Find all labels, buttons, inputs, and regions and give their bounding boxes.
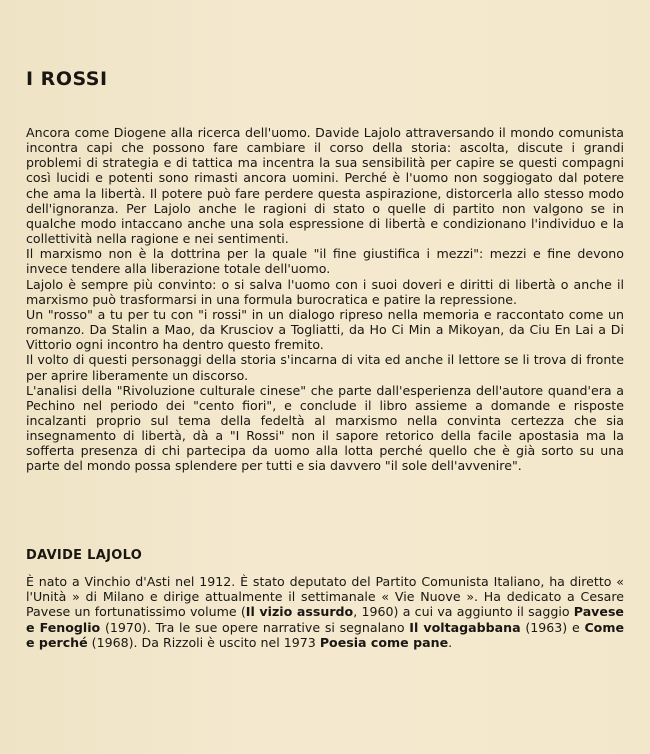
book-title: Il vizio assurdo — [245, 604, 354, 620]
author-bio — [26, 574, 624, 650]
bio-text: (1970). Tra le sue opere narrative si segnalano — [100, 619, 410, 635]
book-title: Poesia come pane — [319, 634, 449, 650]
paragraph: L'analisi della "Rivoluzione culturale cinese" che parte dall'esperienza dell'autore quand'era a Pechino nel periodo dei "cento fiori", e conclude il libro assieme a domande e risposte incalzanti proprio sul tema della fedeltà al marxismo nella convinta certezza che sia insegnamento di libertà, dà a "I Rossi" non il sapore retorico della facile apostasia ma la sofferta presenza di chi partecipa da uomo alla lotta perché quello che è già sorto su una parte del mondo possa splendere per tutti e sia davvero "il sole dell'avvenire". — [26, 382, 624, 474]
book-title: Pavese e Fenoglio — [26, 604, 624, 635]
paragraph: Il volto di questi personaggi della storia s'incarna di vita ed anche il lettore se li trova di fronte per aprire liberamente un discorso. — [26, 352, 624, 383]
paragraph: Lajolo è sempre più convinto: o si salva l'uomo con i suoi doveri e diritti di libertà o anche il marxismo può trasformarsi in una formula burocratica e patire la repressione. — [26, 276, 624, 307]
bio-text: , 1960) a cui va aggiunto il saggio — [353, 604, 574, 620]
synopsis — [26, 125, 624, 474]
book-title: Come e perché — [26, 619, 624, 650]
paragraph: Un "rosso" a tu per tu con "i rossi" in un dialogo ripreso nella memoria e raccontato come un romanzo. Da Stalin a Mao, da Krusciov a Togliatti, da Ho Ci Min a Mikoyan, da Ciu En Lai a Di Vittorio ogni incontro ha dentro questo fremito. — [26, 306, 624, 353]
bio-text: (1968). Da Rizzoli è uscito nel 1973 — [87, 634, 320, 650]
paragraph: Il marxismo non è la dottrina per la quale "il fine giustifica i mezzi": mezzi e fine devono invece tendere alla liberazione totale dell'uomo. — [26, 246, 624, 277]
author-heading: DAVIDE LAJOLO — [26, 548, 143, 563]
bio-text: È nato a Vinchio d'Asti nel 1912. È stato deputato del Partito Comunista Italiano, ha diretto « l'Unità » di Milano e dirige attualmente il settimanale « Vie Nuove ». Ha dedicato a Cesare Pavese un fortunatissimo volume ( — [26, 574, 624, 620]
bio-text: . — [448, 634, 453, 650]
page-title: I ROSSI — [26, 68, 108, 90]
bio-text: (1963) e — [520, 619, 585, 635]
paragraph: Ancora come Diogene alla ricerca dell'uomo. Davide Lajolo attraversando il mondo comunista incontra capi che possono fare cambiare il corso della storia: ascolta, discute i grandi problemi di strategia e di tattica ma incentra la sua sensibilità per capire se questi compagni così lucidi e potenti sono rimasti ancora uomini. Perché è l'uomo non soggiogato dal potere che ama la libertà. Il potere può fare perdere questa aspirazione, distorcerla allo stesso modo dell'ignoranza. Per Lajolo anche le ragioni di stato o quelle di partito non valgono se in qualche modo intaccano anche una sola espressione di libertà e condizionano l'individuo e la collettività nella ragione e nei sentimenti. — [26, 125, 624, 247]
book-title: Il voltagabbana — [409, 619, 521, 635]
